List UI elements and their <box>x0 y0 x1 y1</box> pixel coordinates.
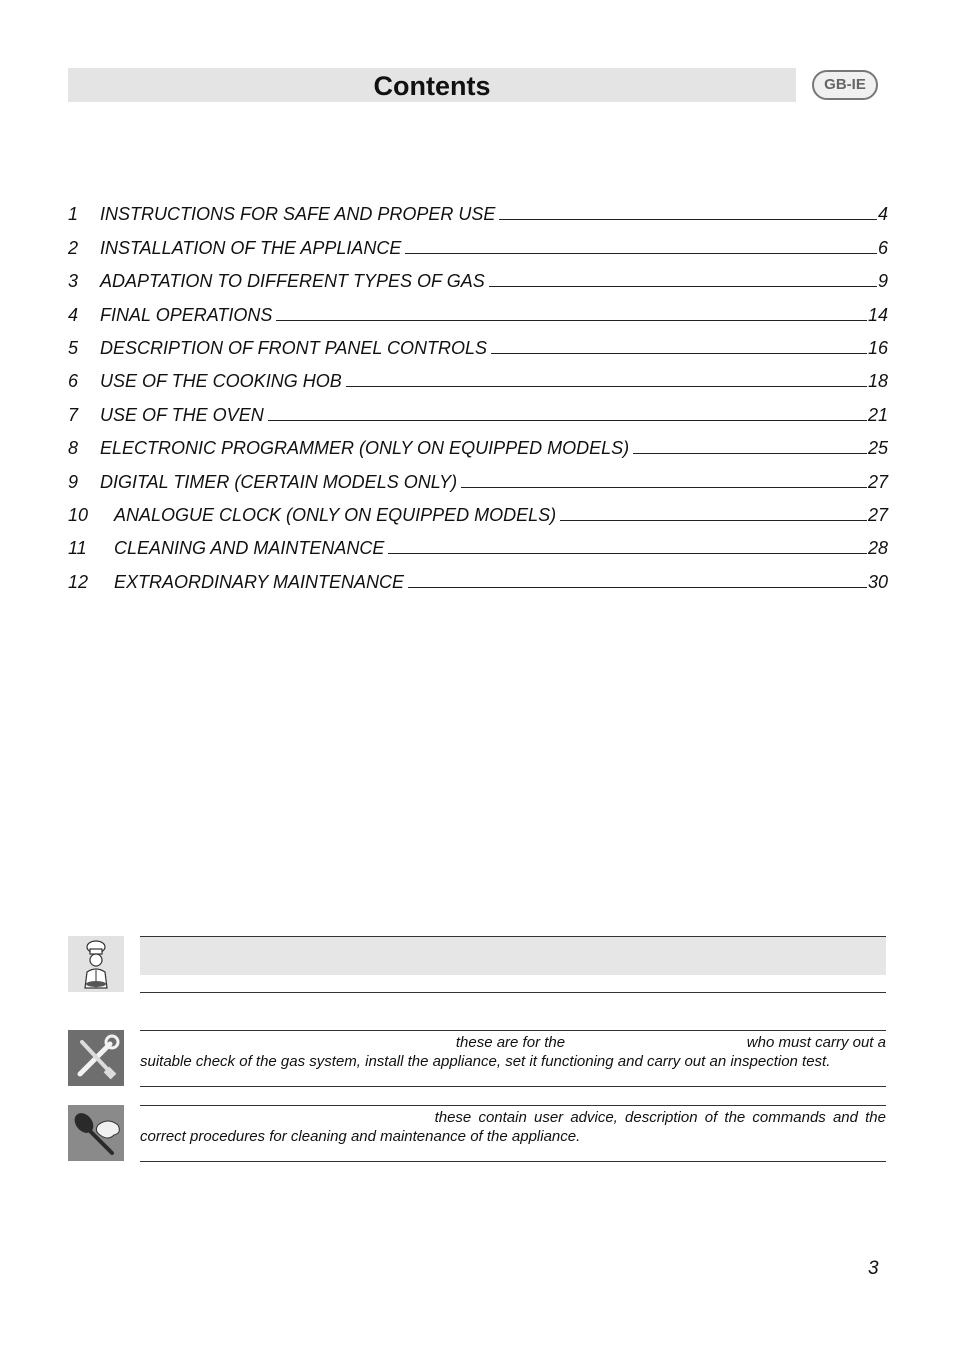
toc-item-10[interactable] <box>68 493 888 526</box>
toc-leader <box>388 553 867 554</box>
toc-item-6[interactable] <box>68 359 888 392</box>
toc-page: 27 <box>867 504 888 525</box>
toc-item-2[interactable] <box>68 225 888 258</box>
header-bar <box>68 68 796 102</box>
toc-leader <box>461 487 867 488</box>
toc-title: DESCRIPTION OF FRONT PANEL CONTROLS <box>100 337 488 358</box>
page-number: 3 <box>868 1258 879 1279</box>
toc-page: 16 <box>867 337 888 358</box>
toc-leader <box>405 253 877 254</box>
toc-title: INSTRUCTIONS FOR SAFE AND PROPER USE <box>100 204 496 225</box>
toc-leader <box>408 587 867 588</box>
installer-note-box <box>140 1030 886 1087</box>
toc-item-1[interactable] <box>68 192 888 225</box>
toc-item-11[interactable] <box>68 526 888 559</box>
page-title: Contents <box>373 71 491 101</box>
table-of-contents <box>68 192 888 593</box>
toc-title: DIGITAL TIMER (CERTAIN MODELS ONLY) <box>100 471 458 492</box>
toc-number: 2 <box>68 237 79 258</box>
spoon-icon <box>68 1105 124 1161</box>
toc-number: 3 <box>68 271 79 292</box>
toc-item-5[interactable] <box>68 326 888 359</box>
toc-page: 21 <box>867 404 888 425</box>
user-note-text <box>140 1106 886 1146</box>
toc-item-3[interactable] <box>68 259 888 292</box>
toc-number: 4 <box>68 304 79 325</box>
chef-note-band <box>140 937 886 975</box>
toc-page: 18 <box>867 371 888 392</box>
toc-leader <box>346 386 867 387</box>
toc-page: 28 <box>867 538 888 559</box>
toc-item-4[interactable] <box>68 292 888 325</box>
toc-leader <box>491 353 867 354</box>
chef-note <box>68 936 886 994</box>
toc-title: ANALOGUE CLOCK (ONLY ON EQUIPPED MODELS) <box>114 504 557 525</box>
toc-leader <box>560 520 867 521</box>
toc-title: USE OF THE COOKING HOB <box>100 371 342 392</box>
toc-title: ELECTRONIC PROGRAMMER (ONLY ON EQUIPPED MODELS) <box>100 438 630 459</box>
user-note-box <box>140 1105 886 1162</box>
toc-page: 14 <box>867 304 888 325</box>
toc-leader <box>276 320 867 321</box>
toc-page: 9 <box>877 271 888 292</box>
toc-title: ADAPTATION TO DIFFERENT TYPES OF GAS <box>100 271 485 292</box>
installer-note-text <box>140 1031 886 1071</box>
user-note-line1a: these contain user advice, description of the commands and the <box>434 1109 886 1126</box>
toc-leader <box>633 453 867 454</box>
installer-note-line1b: who must carry out a <box>746 1034 886 1051</box>
installer-note-line2: suitable check of the gas system, install the appliance, set it functioning and carry out an inspection test. <box>140 1053 831 1070</box>
toc-number: 12 <box>68 571 89 592</box>
chef-icon <box>68 936 124 992</box>
toc-item-9[interactable] <box>68 459 888 492</box>
toc-number: 8 <box>68 438 79 459</box>
language-badge: GB-IE <box>812 70 878 100</box>
toc-number: 7 <box>68 404 79 425</box>
toc-number: 9 <box>68 471 79 492</box>
toc-page: 30 <box>867 571 888 592</box>
user-note-line2: correct procedures for cleaning and maintenance of the appliance. <box>140 1128 581 1145</box>
toc-title: EXTRAORDINARY MAINTENANCE <box>114 571 405 592</box>
tools-icon <box>68 1030 124 1086</box>
toc-number: 10 <box>68 504 89 525</box>
toc-title: INSTALLATION OF THE APPLIANCE <box>100 237 402 258</box>
installer-note-line1a: these are for the <box>455 1034 566 1051</box>
toc-item-7[interactable] <box>68 392 888 425</box>
toc-title: FINAL OPERATIONS <box>100 304 273 325</box>
toc-number: 6 <box>68 371 79 392</box>
toc-number: 5 <box>68 337 79 358</box>
toc-page: 4 <box>877 204 888 225</box>
toc-leader <box>489 286 877 287</box>
user-note <box>68 1105 886 1162</box>
toc-title: CLEANING AND MAINTENANCE <box>114 538 385 559</box>
toc-page: 6 <box>877 237 888 258</box>
installer-note <box>68 1030 886 1087</box>
toc-number: 1 <box>68 204 79 225</box>
toc-page: 27 <box>867 471 888 492</box>
toc-item-12[interactable] <box>68 559 888 592</box>
toc-item-8[interactable] <box>68 426 888 459</box>
toc-page: 25 <box>867 438 888 459</box>
toc-leader <box>499 219 877 220</box>
toc-leader <box>268 420 867 421</box>
toc-title: USE OF THE OVEN <box>100 404 264 425</box>
toc-number: 11 <box>68 538 87 559</box>
chef-note-box <box>140 936 886 993</box>
